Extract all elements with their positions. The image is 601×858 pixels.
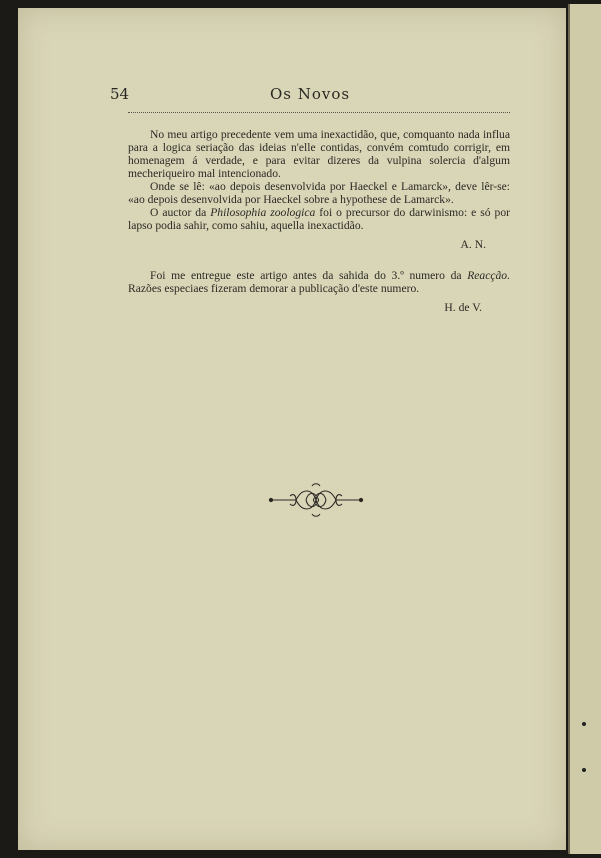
floral-ornament-icon xyxy=(268,482,364,518)
paragraph: Onde se lê: «ao depois desenvolvida por Haeckel e Lamarck», deve lêr-se: «ao depois desenvolvida por Haeckel sobre a hypothese de Lamarck». xyxy=(128,180,510,206)
publication-title: Reacção. xyxy=(467,269,510,282)
body-text xyxy=(128,128,510,314)
paragraph: No meu artigo precedente vem uma inexactidão, que, comquanto nada influa para a logica seriação das ideias n'elle contidas, convém comtudo corrigir, em homenagem á verdade, e para evitar dizeres da vulpina solercia d'algum mecheriqueiro mal intencionado. xyxy=(128,128,510,180)
paragraph-text: O auctor da xyxy=(150,206,211,219)
paragraph xyxy=(128,269,510,295)
signature: H. de V. xyxy=(444,301,482,314)
page-mark xyxy=(582,722,586,726)
running-title: Os Novos xyxy=(269,85,351,103)
paragraph xyxy=(128,206,510,232)
header-rule xyxy=(128,112,510,113)
adjacent-page-edge xyxy=(568,4,601,854)
book-title: Philosophia zoologica xyxy=(210,206,316,219)
paragraph-text: Razões especiaes fizeram demorar a publicação d'este numero. xyxy=(128,282,420,295)
paragraph-text: foi o precursor do darwinismo: e só por lapso podia sahir, como sahiu, aquella inexactidão. xyxy=(128,206,511,232)
page-mark xyxy=(582,768,586,772)
page-header xyxy=(110,85,510,109)
signature: A. N. xyxy=(460,238,486,251)
page-number: 54 xyxy=(110,85,130,103)
paragraph-text: Foi me entregue este artigo antes da sahida do 3.º numero da xyxy=(150,269,468,282)
